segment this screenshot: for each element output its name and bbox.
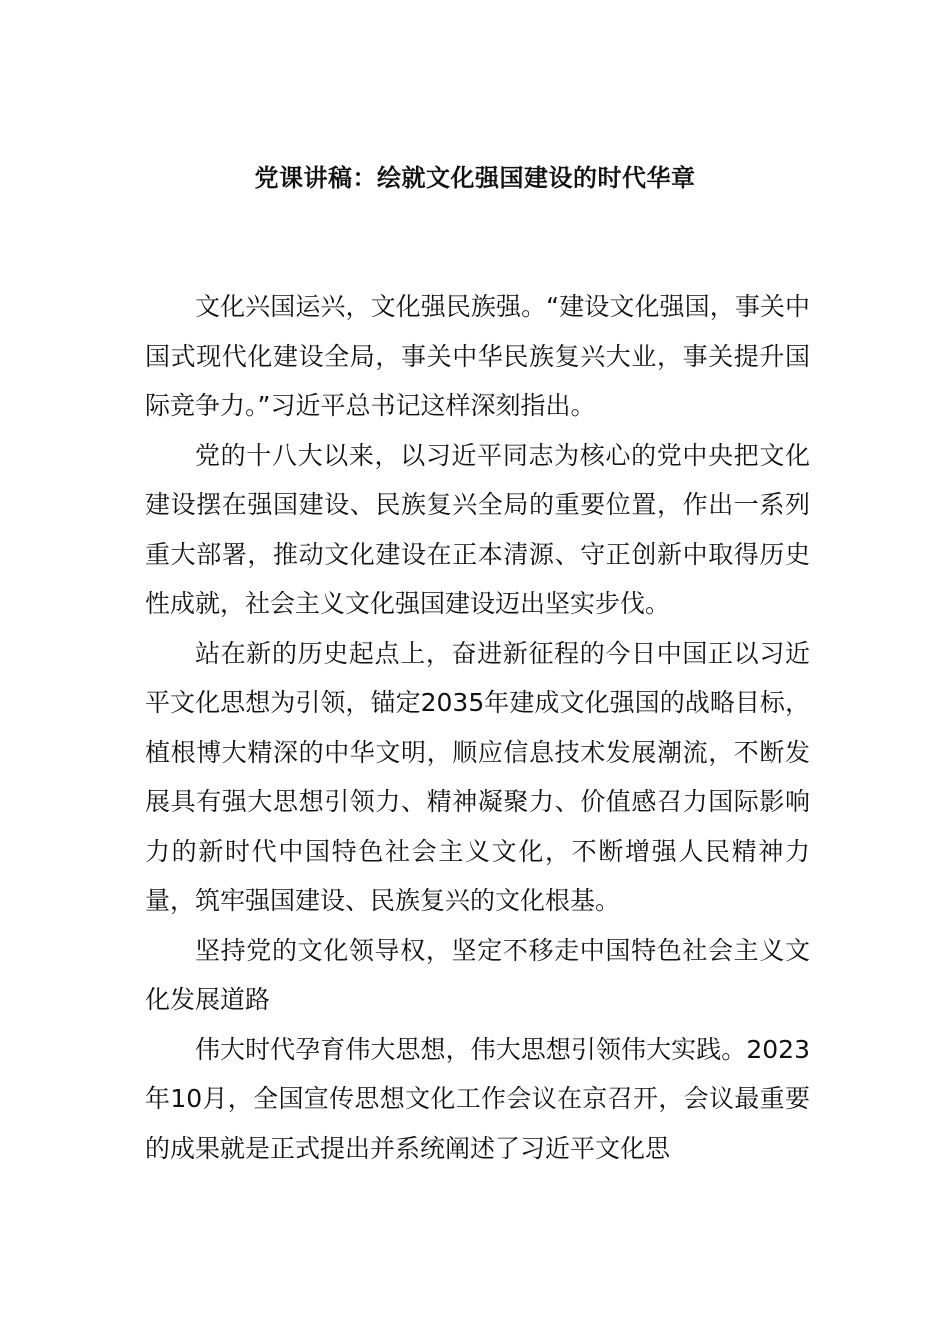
paragraph-1: 文化兴国运兴，文化强民族强。“建设文化强国，事关中国式现代化建设全局，事关中华民族复兴大业，事关提升国际竞争力。”习近平总书记这样深刻指出。 <box>145 292 810 420</box>
section-heading: 坚持党的文化领导权，坚定不移走中国特色社会主义文化发展道路 <box>145 935 810 1014</box>
paragraph-3: 站在新的历史起点上，奋进新征程的今日中国正以习近平文化思想为引领，锚定2035年建成文化强国的战略目标，植根博大精深的中华文明，顺应信息技术发展潮流，不断发展具有强大思想引领力、精神凝聚力、价值感召力国际影响力的新时代中国特色社会主义文化，不断增强人民精神力量，筑牢强国建设、民族复兴的文化根基。 <box>145 638 810 915</box>
paragraph-2: 党的十八大以来，以习近平同志为核心的党中央把文化建设摆在强国建设、民族复兴全局的重要位置，作出一系列重大部署，推动文化建设在正本清源、守正创新中取得历史性成就，社会主义文化强国建设迈出坚实步伐。 <box>145 440 810 618</box>
document-title: 党课讲稿：绘就文化强国建设的时代华章 <box>254 164 696 192</box>
paragraph-4: 伟大时代孕育伟大思想，伟大思想引领伟大实践。2023年10月，全国宣传思想文化工作会议在京召开，会议最重要的成果就是正式提出并系统阐述了习近平文化思 <box>145 1034 810 1163</box>
document-body <box>145 282 810 1173</box>
